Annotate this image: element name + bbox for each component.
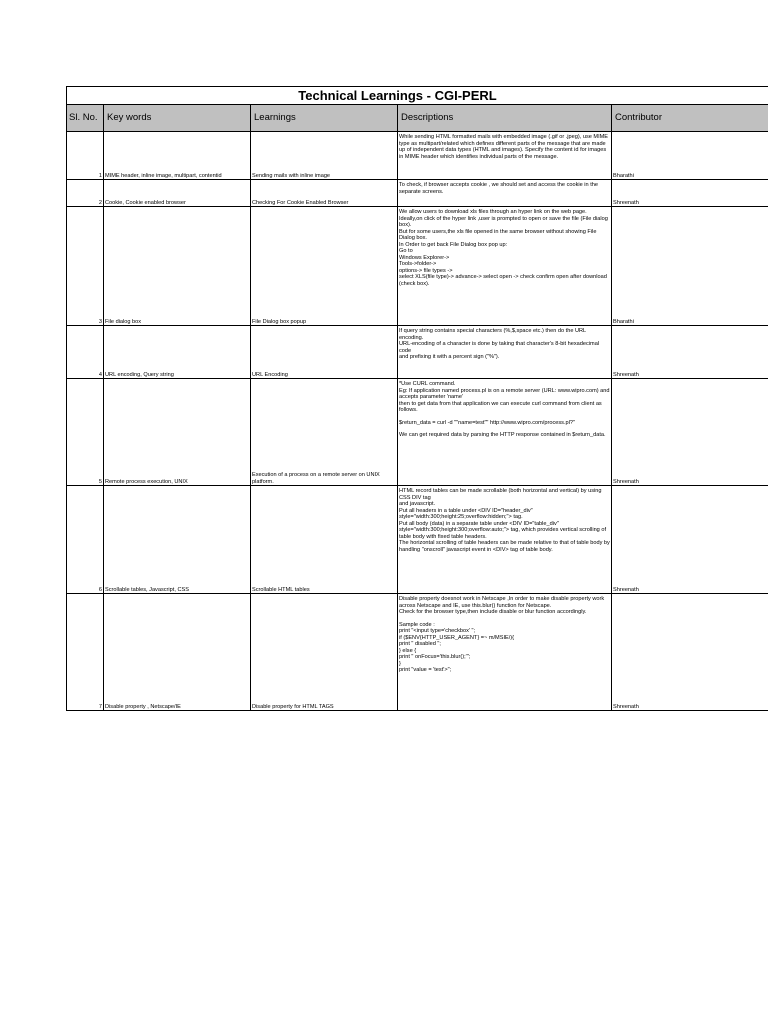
header-learnings: Learnings — [251, 105, 398, 132]
row-contributor: Shreenath — [612, 486, 768, 594]
header-descriptions: Descriptions — [398, 105, 612, 132]
description-part: We can get required data by parsing the HTTP response contained in $return_data. — [399, 432, 606, 438]
row-learnings: File Dialog box popup — [251, 207, 398, 326]
table-row — [67, 594, 768, 711]
row-contributor: Shreenath — [612, 594, 768, 711]
sheet-title: Technical Learnings - CGI-PERL — [66, 86, 768, 104]
row-contributor: Bharathi — [612, 132, 768, 180]
learnings-table — [66, 104, 768, 711]
row-sl-no: 6 — [67, 486, 104, 594]
header-sl-no: Sl. No. — [67, 105, 104, 132]
row-keywords: MIME header, inline image, multipart, contentid — [104, 132, 251, 180]
row-sl-no: 2 — [67, 180, 104, 207]
description-part: *Use CURL command. Eg: If application named process.pl is on a remote server (URL: www.wipro.com) and accepts parameter 'name' then to get data from that application we can execute curl command from client as follows. — [399, 381, 610, 413]
row-keywords: Cookie, Cookie enabled browser — [104, 180, 251, 207]
header-key-words: Key words — [104, 105, 251, 132]
table-row — [67, 207, 768, 326]
row-description: To check, if browser accepts cookie , we should set and access the cookie in the separate screens. — [398, 180, 612, 207]
row-keywords: Scrollable tables, Javascript, CSS — [104, 486, 251, 594]
row-sl-no: 5 — [67, 379, 104, 486]
row-learnings: URL Encoding — [251, 326, 398, 379]
row-keywords: Remote process execution, UNIX — [104, 379, 251, 486]
row-learnings: Scrollable HTML tables — [251, 486, 398, 594]
row-description: If query string contains special characters (%,$,space etc.) then do the URL encoding. URL-encoding of a character is done by taking that character's 8-bit hexadecimal code and prefixing it with a percent sign ("%"). — [398, 326, 612, 379]
row-description — [398, 379, 612, 486]
table-row — [67, 379, 768, 486]
row-description: HTML record tables can be made scrollable (both horizontal and vertical) by using CSS DIV tag and javascript. Put all headers in a table under <DIV ID="header_div" style="width:300;height:25;overflow:hidden;"> tag. Put all body (data) in a separate table under <DIV ID="table_div" style="width:300;height:300;overflow:auto;"> tag, which provides vertical scrolling of table body with fixed table headers. The horizontal scrolling of table headers can be made relative to that of table body by handling "onscroll" javascript event in <DIV> tag of table body. — [398, 486, 612, 594]
header-contributor: Contributor — [612, 105, 768, 132]
table-row — [67, 132, 768, 180]
table-row — [67, 326, 768, 379]
header-row — [67, 105, 768, 132]
row-sl-no: 4 — [67, 326, 104, 379]
row-description: While sending HTML formatted mails with embedded image (.gif or .jpeg), use MIME type as multipart/related which defines different parts of the message that are made up of independent data types (HTML and images). Specify the content id for images in MIME header which identifies individual parts of the message. — [398, 132, 612, 180]
row-keywords: File dialog box — [104, 207, 251, 326]
row-contributor: Bharathi — [612, 207, 768, 326]
row-description — [398, 594, 612, 711]
row-sl-no: 3 — [67, 207, 104, 326]
row-keywords: Disable property , Netscape/IE — [104, 594, 251, 711]
row-sl-no: 7 — [67, 594, 104, 711]
row-description: We allow users to download xls files through an hyper link on the web page. Ideally,on click of the hyper link ,user is prompted to open or save the file (File dialog box). But for some users,the xls file opened in the same browser without showing File Dialog box. In Order to get back File Dialog box pop up: Go to Windows Explorer-> Tools->folder-> options-> file types -> select XLS(file type)-> advance-> select open -> check confirm open after download (check box). — [398, 207, 612, 326]
description-part: Disable property doesnot work in Netscape ,In order to make disable property work across Netscape and IE, use this.blur() function for Netscape. Check for the browser type,then include disable or blur function accordingly. — [399, 596, 605, 615]
table-row — [67, 486, 768, 594]
table-row — [67, 180, 768, 207]
row-contributor: Shreenath — [612, 379, 768, 486]
row-sl-no: 1 — [67, 132, 104, 180]
description-part: $return_data = curl -d ""name=test"" http://www.wipro.com/process.pl?" — [399, 419, 575, 426]
description-part: Sample code : print "<input type='checkbox' "; if ($ENV{HTTP_USER_AGENT} =~ m/MSIE/){ print " disabled "; } else { print " onFocus='this.blur();'"; } print "value = 'test'>"; — [399, 621, 515, 673]
row-learnings: Checking For Cookie Enabled Browser — [251, 180, 398, 207]
spreadsheet — [66, 86, 768, 711]
row-learnings: Sending mails with inline image — [251, 132, 398, 180]
row-contributor: Shreenath — [612, 326, 768, 379]
row-learnings: Disable property for HTML TAGS — [251, 594, 398, 711]
row-contributor: Shreenath — [612, 180, 768, 207]
row-learnings: Execution of a process on a remote server on UNIX platform. — [251, 379, 398, 486]
row-keywords: URL encoding, Query string — [104, 326, 251, 379]
